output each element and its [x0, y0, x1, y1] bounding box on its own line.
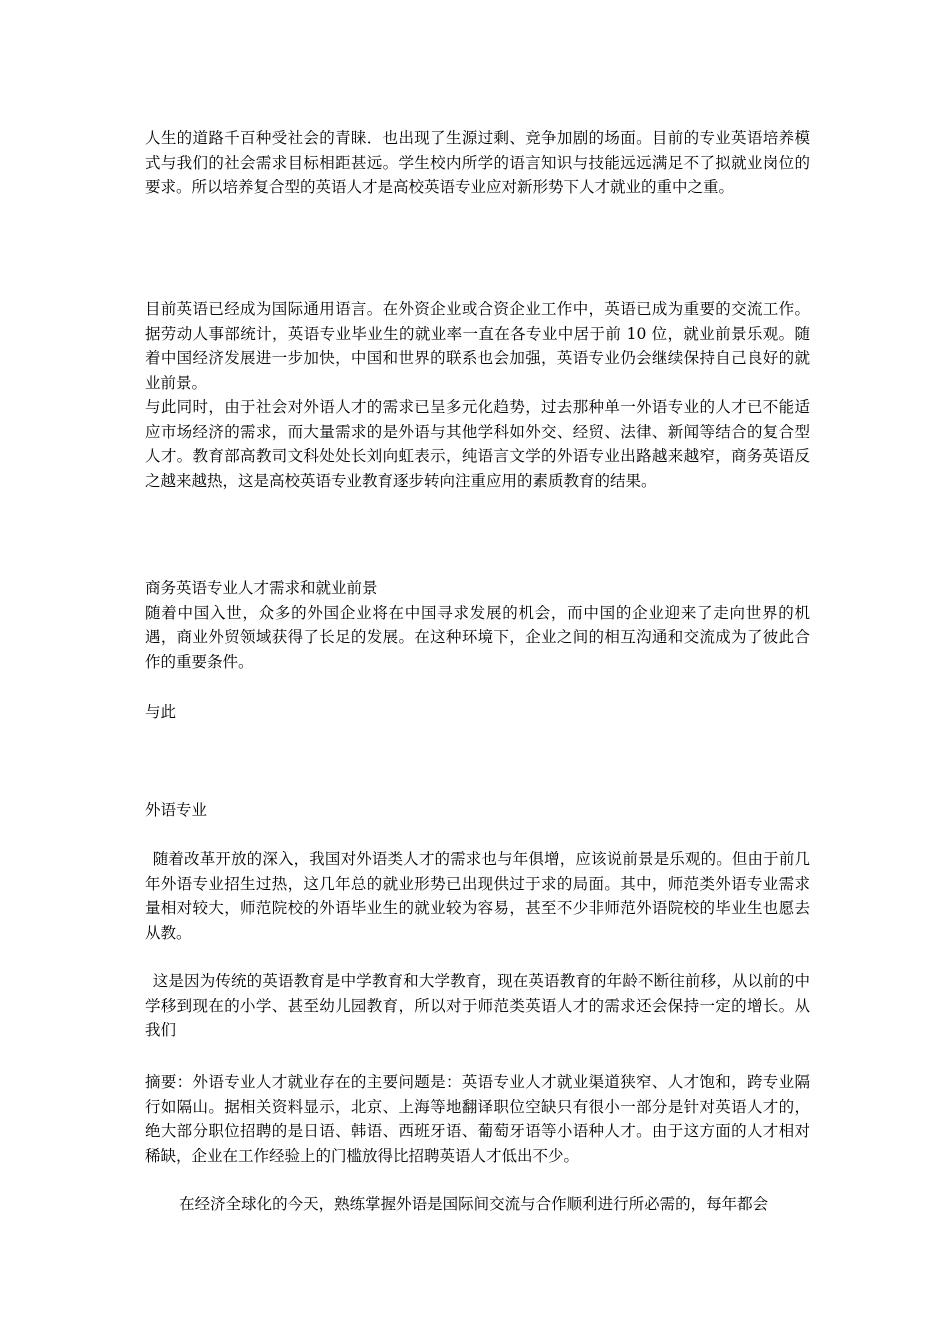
paragraph-fragment: [145, 700, 810, 725]
paragraph-text: 摘要：外语专业人才就业存在的主要问题是：英语专业人才就业渠道狭窄、人才饱和，跨专业隔行如隔山。据相关资料显示，北京、上海等地翻译职位空缺只有很小一部分是针对英语人才的，绝大部分职位招聘的是日语、韩语、西班牙语、葡萄牙语等小语种人才。由于这方面的人才相对稀缺，企业在工作经验上的门槛放得比招聘英语人才低出不少。: [145, 1073, 810, 1165]
paragraph-english-prospects: [145, 297, 810, 493]
paragraph-globalization: [145, 1192, 810, 1217]
paragraph-text: 这是因为传统的英语教育是中学教育和大学教育，现在英语教育的年龄不断往前移，从以前的中学移到现在的小学、甚至幼儿园教育，所以对于师范类英语人才的需求还会保持一定的增长。从我们: [145, 972, 810, 1039]
section-heading: 外语专业: [145, 801, 208, 819]
paragraph-text: 与此: [145, 703, 177, 721]
paragraph-text: 随着改革开放的深入，我国对外语类人才的需求也与年俱增，应该说前景是乐观的。但由于前几年外语专业招生过热，这几年总的就业形势已出现供过于求的局面。其中，师范类外语专业需求量相对较大，师范院校的外语毕业生的就业较为容易，甚至不少非师范外语院校的毕业生也愿去从教。: [145, 850, 810, 942]
paragraph-teacher-demand: [145, 969, 810, 1043]
section-heading: 商务英语专业人才需求和就业前景: [145, 579, 378, 597]
paragraph-reform: [145, 847, 810, 945]
paragraph-text: 目前英语已经成为国际通用语言。在外资企业或合资企业工作中，英语已成为重要的交流工作。据劳动人事部统计，英语专业毕业生的就业率一直在各专业中居于前 10 位，就业前景乐观。随着中国经济发展进一步加快，中国和世界的联系也会加强，英语专业仍会继续保持自己良好的就业前景。: [145, 300, 810, 392]
paragraph-text: 人生的道路千百种受社会的青睐．也出现了生源过剩、竞争加剧的场面。目前的专业英语培养模式与我们的社会需求目标相距甚远。学生校内所学的语言知识与技能远远满足不了拟就业岗位的要求。所以培养复合型的英语人才是高校英语专业应对新形势下人才就业的重中之重。: [145, 129, 810, 196]
paragraph-text: 随着中国入世，众多的外国企业将在中国寻求发展的机会，而中国的企业迎来了走向世界的机遇，商业外贸领域获得了长足的发展。在这种环境下，企业之间的相互沟通和交流成为了彼此合作的重要条件。: [145, 603, 810, 671]
section-heading-foreign-language: [145, 798, 810, 823]
section-business-english: [145, 576, 810, 674]
paragraph-text: 与此同时，由于社会对外语人才的需求已呈多元化趋势，过去那种单一外语专业的人才已不能适应市场经济的需求，而大量需求的是外语与其他学科如外交、经贸、法律、新闻等结合的复合型人才。教育部高教司文科处处长刘向虹表示，纯语言文学的外语专业出路越来越窄，商务英语反之越来越热，这是高校英语专业教育逐步转向注重应用的素质教育的结果。: [145, 398, 810, 490]
paragraph-talent-training: [145, 126, 810, 200]
paragraph-abstract: [145, 1070, 810, 1168]
paragraph-text: 在经济全球化的今天，熟练掌握外语是国际间交流与合作顺利进行所必需的，每年都会: [179, 1195, 769, 1213]
